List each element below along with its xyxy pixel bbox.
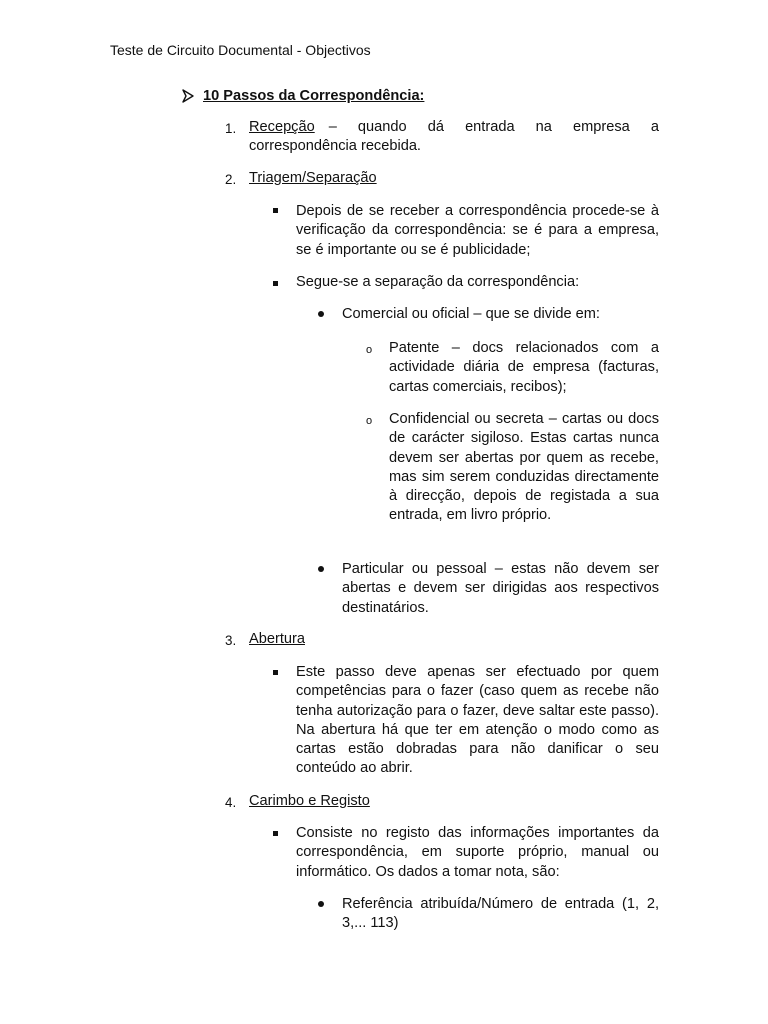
- step-1-line1: [249, 118, 659, 137]
- step-title: Carimbo e Registo: [249, 793, 370, 809]
- sub-sub-bullet-text: Confidencial ou secreta – cartas ou docs de carácter sigiloso. Estas cartas nunca devem ser abertas por quem as recebe, mas sim serem conduzidas directamente à direcção, depois de registada a sua entrada, em livro próprio.: [389, 411, 659, 524]
- step-number: 3.: [225, 633, 237, 648]
- step-title: Abertura: [249, 631, 305, 647]
- bullet-text: Depois de se receber a correspondência procede-se à verificação da correspondência: se é para a empresa, se é importante ou se é publicidade;: [296, 203, 659, 258]
- step-title: Recepção: [249, 119, 315, 135]
- step-title: Triagem/Separação: [249, 170, 377, 186]
- circle-bullet-icon: o: [366, 415, 373, 427]
- square-bullet-icon: [273, 208, 278, 213]
- bullet-text: Consiste no registo das informações importantes da correspondência, em suporte próprio, manual ou informático. Os dados a tomar nota, são:: [296, 825, 659, 880]
- sub-bullet-text: Referência atribuída/Número de entrada (1, 2, 3,... 113): [342, 896, 659, 932]
- page-header: Teste de Circuito Documental - Objectivos: [110, 42, 371, 58]
- circle-bullet-icon: o: [366, 344, 373, 356]
- bullet-text: Segue-se a separação da correspondência:: [296, 274, 580, 290]
- bullet-text: Este passo deve apenas ser efectuado por quem competências para o fazer (caso quem as recebe não tenha autorização para o fazer, deve saltar este passo). Na abertura há que ter em atenção o modo como as cartas estão dobradas para não danificar o seu conteúdo ao abrir.: [296, 664, 659, 777]
- arrow-bullet-icon: [181, 89, 195, 103]
- step-number: 1.: [225, 121, 237, 136]
- step-1-block: [249, 118, 659, 157]
- step-description: – quando dá entrada na empresa a: [328, 119, 659, 135]
- sub-sub-bullet-text: Patente – docs relacionados com a actividade diária de empresa (facturas, cartas comerciais, recibos);: [389, 340, 659, 395]
- section-heading: 10 Passos da Correspondência:: [203, 88, 425, 104]
- square-bullet-icon: [273, 670, 278, 675]
- step-description-cont: correspondência recebida.: [249, 138, 421, 155]
- step-number: 2.: [225, 172, 237, 187]
- sub-bullet-text: Comercial ou oficial – que se divide em:: [342, 306, 600, 322]
- round-bullet-icon: [318, 311, 324, 317]
- round-bullet-icon: [318, 566, 324, 572]
- square-bullet-icon: [273, 831, 278, 836]
- round-bullet-icon: [318, 901, 324, 907]
- sub-bullet-text: Particular ou pessoal – estas não devem ser abertas e devem ser dirigidas aos respectivos destinatários.: [342, 561, 659, 616]
- square-bullet-icon: [273, 281, 278, 286]
- step-number: 4.: [225, 795, 237, 810]
